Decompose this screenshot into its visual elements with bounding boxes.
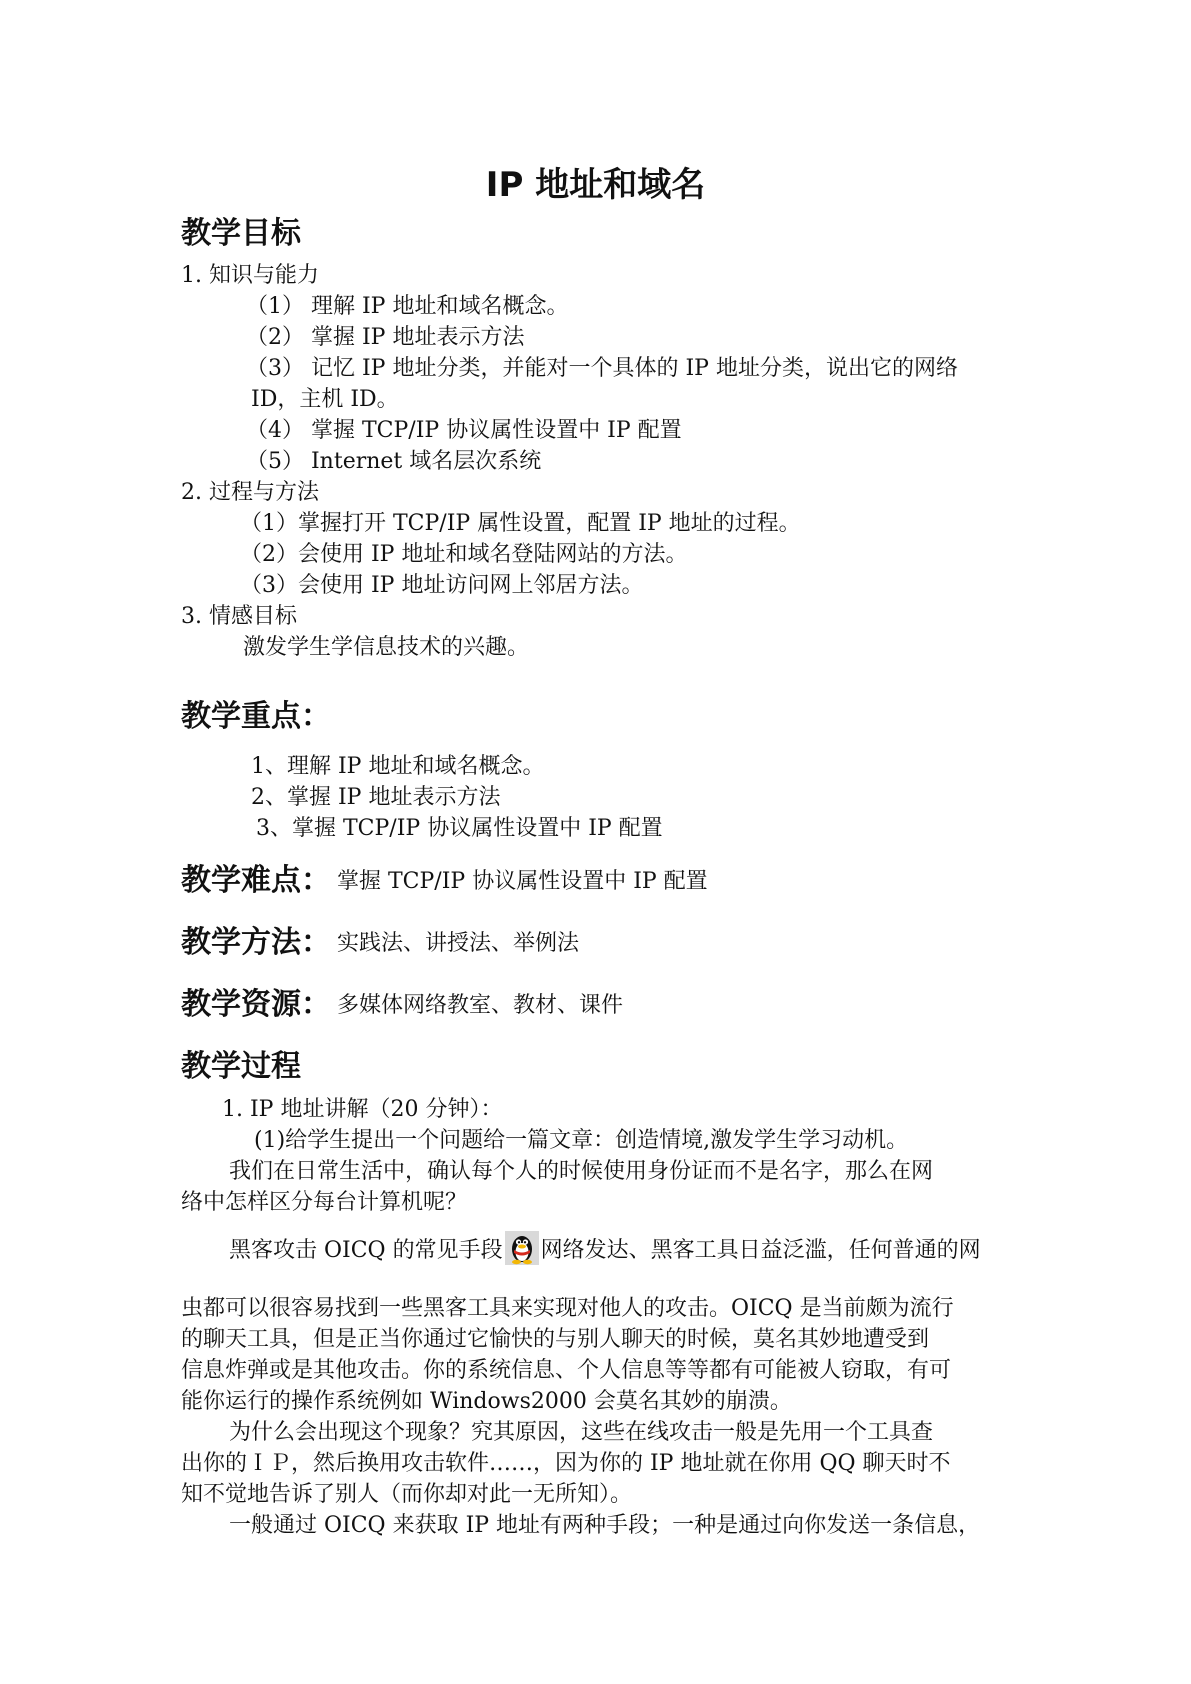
process-heading: 教学过程 — [181, 1049, 301, 1084]
paragraph-1-line-1: 我们在日常生活中，确认每个人的时候使用身份证而不是名字，那么在网 — [229, 1159, 934, 1184]
method-label: 教学方法： — [181, 925, 331, 960]
paragraph-2-line-4: 信息炸弹或是其他攻击。你的系统信息、个人信息等等都有可能被人窃取，有可 — [181, 1358, 952, 1383]
paragraph-3-line-2: 出你的ＩＰ，然后换用攻击软件……，因为你的 IP 地址就在你用 QQ 聊天时不 — [181, 1451, 951, 1476]
resources-label: 教学资源： — [181, 987, 331, 1022]
paragraph-2-after-icon: 网络发达、黑客工具日益泛滥，任何普通的网 — [540, 1238, 981, 1263]
qq-penguin-icon — [505, 1231, 539, 1265]
difficulty-row — [181, 861, 708, 902]
objective-sub-2-1: （1）掌握打开 TCP/IP 属性设置，配置 IP 地址的过程。 — [240, 511, 801, 536]
objective-item-1: 1. 知识与能力 — [181, 263, 319, 288]
key-point-1: 1、理解 IP 地址和域名概念。 — [251, 754, 545, 779]
objective-sub-2-3: （3）会使用 IP 地址访问网上邻居方法。 — [240, 573, 644, 598]
objective-sub-3: 激发学生学信息技术的兴趣。 — [243, 635, 530, 660]
objective-sub-1-3: （3） 记忆 IP 地址分类，并能对一个具体的 IP 地址分类，说出它的网络 — [246, 356, 958, 381]
paragraph-4-line-1: 一般通过 OICQ 来获取 IP 地址有两种手段；一种是通过向你发送一条信息， — [229, 1513, 981, 1538]
objective-sub-1-1: （1） 理解 IP 地址和域名概念。 — [246, 294, 569, 319]
resources-value: 多媒体网络教室、教材、课件 — [337, 993, 624, 1018]
paragraph-3-line-3: 知不觉地告诉了别人（而你却对此一无所知）。 — [181, 1482, 633, 1507]
key-points-heading: 教学重点： — [181, 699, 331, 734]
objective-sub-1-4: （4） 掌握 TCP/IP 协议属性设置中 IP 配置 — [246, 418, 682, 443]
paragraph-2-lead: 黑客攻击 OICQ 的常见手段 — [229, 1238, 503, 1263]
objective-sub-2-2: （2）会使用 IP 地址和域名登陆网站的方法。 — [240, 542, 688, 567]
objective-sub-1-3-cont: ID，主机 ID。 — [251, 387, 399, 412]
method-row — [181, 923, 579, 964]
process-step-1a: (1)给学生提出一个问题给一篇文章：创造情境,激发学生学习动机。 — [254, 1128, 909, 1153]
paragraph-2-line-3: 的聊天工具，但是正当你通过它愉快的与别人聊天的时候，莫名其妙地遭受到 — [181, 1327, 930, 1352]
paragraph-2-line-5: 能你运行的操作系统例如 Windows2000 会莫名其妙的崩溃。 — [181, 1389, 792, 1414]
paragraph-3-line-1: 为什么会出现这个现象？究其原因，这些在线攻击一般是先用一个工具查 — [229, 1420, 934, 1445]
paragraph-1-line-2: 络中怎样区分每台计算机呢？ — [181, 1190, 468, 1215]
resources-row — [181, 985, 623, 1026]
paragraph-2-line-2: 虫都可以很容易找到一些黑客工具来实现对他人的攻击。OICQ 是当前颇为流行 — [181, 1296, 954, 1321]
objective-sub-1-5: （5） Internet 域名层次系统 — [246, 449, 542, 474]
objective-item-3: 3. 情感目标 — [181, 604, 297, 629]
key-point-2: 2、掌握 IP 地址表示方法 — [251, 785, 501, 810]
key-point-3: 3、掌握 TCP/IP 协议属性设置中 IP 配置 — [256, 816, 663, 841]
objectives-heading: 教学目标 — [181, 216, 301, 251]
difficulty-value: 掌握 TCP/IP 协议属性设置中 IP 配置 — [337, 869, 708, 894]
paragraph-2-line-1 — [229, 1231, 981, 1266]
page-title: IP 地址和域名 — [485, 165, 706, 205]
objective-item-2: 2. 过程与方法 — [181, 480, 319, 505]
difficulty-label: 教学难点： — [181, 863, 331, 898]
method-value: 实践法、讲授法、举例法 — [337, 931, 580, 956]
objective-sub-1-2: （2） 掌握 IP 地址表示方法 — [246, 325, 525, 350]
process-step-1: 1. IP 地址讲解（20 分钟）： — [222, 1097, 503, 1122]
